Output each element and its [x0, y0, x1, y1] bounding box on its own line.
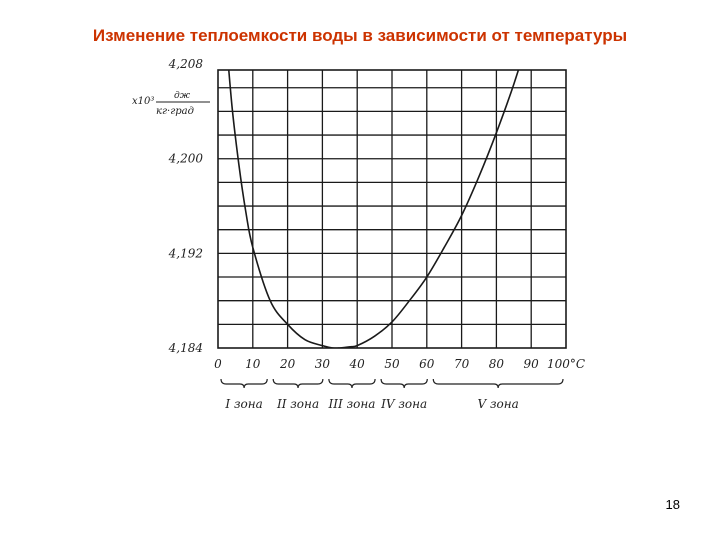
x-tick-label: 60 [419, 357, 435, 371]
x-tick-label: 50 [384, 357, 400, 371]
slide-title: Изменение теплоемкости воды в зависимости от температуры [92, 26, 628, 45]
y-unit-numerator: дж [174, 91, 190, 101]
x-tick-label: 70 [453, 357, 470, 371]
x-tick-label: 80 [488, 357, 505, 371]
y-tick-label: 4,200 [168, 151, 203, 166]
x-tick-label: 0 [214, 357, 222, 371]
y-tick-label: 4,192 [168, 246, 203, 261]
zone-label: I зона [225, 397, 263, 411]
x-tick-labels [214, 357, 585, 371]
x-tick-label: 100°C [546, 357, 586, 371]
zone-label: III зона [328, 397, 376, 411]
temperature-zones [221, 379, 563, 411]
y-unit-prefix: x10³ [132, 96, 155, 107]
x-tick-label: 90 [523, 357, 539, 371]
series-line-0 [220, 0, 563, 348]
zone-label: V зона [477, 397, 519, 411]
zone-brace [221, 379, 267, 388]
y-axis-unit-label [132, 91, 210, 117]
y-tick-label: 4,184 [168, 341, 203, 355]
zone-brace [273, 379, 323, 388]
x-tick-label: 20 [279, 357, 296, 371]
page-number: 18 [665, 497, 680, 512]
x-tick-label: 40 [349, 357, 365, 371]
x-tick-label: 30 [314, 357, 331, 371]
zone-brace [329, 379, 375, 388]
series-group [220, 0, 563, 348]
zone-brace [433, 379, 563, 388]
zone-label: II зона [276, 397, 320, 411]
zone-label: IV зона [381, 397, 428, 411]
y-tick-label: 4,208 [168, 57, 203, 72]
y-unit-denominator: кг·град [156, 106, 194, 117]
zone-brace [381, 379, 427, 388]
x-tick-label: 10 [245, 357, 261, 371]
